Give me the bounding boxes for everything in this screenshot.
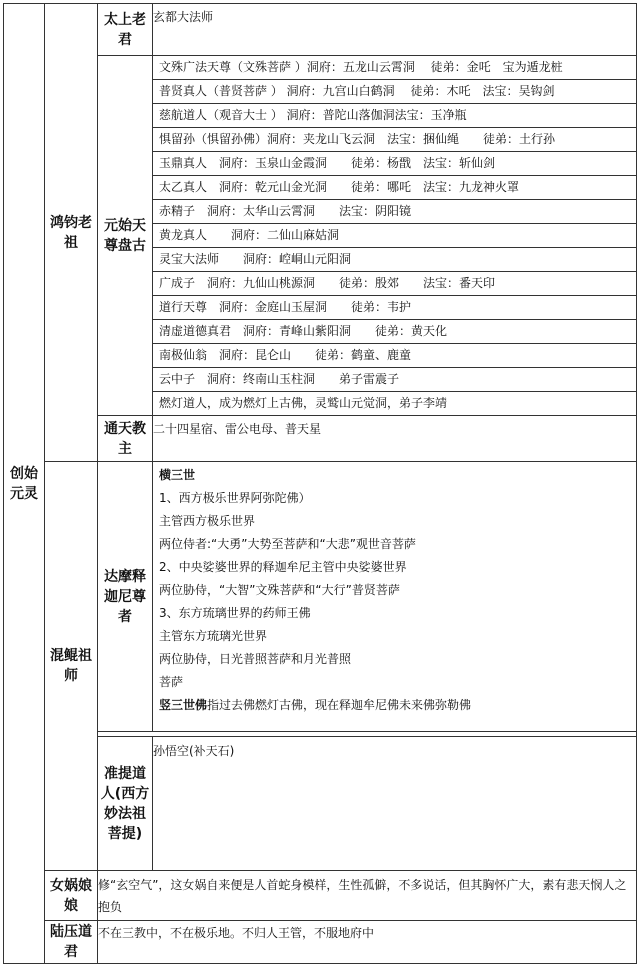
damo-line-text: 指过去佛燃灯古佛，现在释迦牟尼佛未来佛弥勒佛	[207, 698, 472, 712]
hongjun-label-text: 鸿钧老祖	[50, 214, 92, 251]
damo-label: 达摩释迦尼尊者	[98, 462, 153, 732]
hunkun-label-text: 混鲲祖师	[50, 648, 92, 684]
yuanshi-list-item: 清虚道德真君 洞府：青峰山紫阳洞 徒弟：黄天化	[153, 320, 636, 344]
damo-line	[153, 464, 636, 487]
genealogy-table	[3, 3, 637, 964]
tongtian-content: 二十四星宿、雷公电母、普天星	[153, 416, 637, 462]
root-label	[4, 4, 45, 964]
damo-line-text: 主管西方极乐世界	[159, 514, 256, 528]
yuanshi-list-item: 灵宝大法师 洞府：崆峒山元阳洞	[153, 248, 636, 272]
damo-line-text: 两位侍者:“大勇”大势至菩萨和“大悲”观世音菩萨	[159, 537, 416, 551]
yuanshi-list-item: 南极仙翁 洞府：昆仑山 徒弟：鹤童、鹿童	[153, 344, 636, 368]
damo-line-bold: 竖三世佛	[159, 698, 208, 712]
damo-line	[153, 556, 636, 579]
damo-line	[153, 625, 636, 648]
damo-line	[153, 602, 636, 625]
yuanshi-list	[153, 56, 637, 416]
damo-line-text: 主管东方琉璃光世界	[159, 629, 268, 643]
hunkun-label	[45, 462, 98, 871]
damo-line	[153, 694, 636, 717]
yuanshi-list-item: 燃灯道人，成为燃灯上古佛，灵鹫山元觉洞，弟子李靖	[159, 396, 448, 410]
root-label-text: 创始元灵	[10, 465, 38, 502]
damo-line-text: 两位胁侍，日光普照菩萨和月光普照	[159, 652, 352, 666]
taishang-content: 玄都大法师	[153, 4, 637, 56]
yuanshi-list-item: 云中子 洞府：终南山玉柱洞 弟子雷震子	[153, 368, 636, 392]
damo-line-text: 两位胁侍，“大智”文殊菩萨和“大行”普贤菩萨	[159, 583, 400, 597]
damo-line-text: 菩萨	[159, 675, 184, 689]
nuwa-content: 修“玄空气”，这女娲自来便是人首蛇身模样，生性孤僻，不多说话，但其胸怀广大，素有悲天悯人之抱负	[98, 871, 637, 921]
zhunti-content: 孙悟空(补天石)	[153, 737, 637, 871]
yuanshi-label: 元始天尊盘古	[98, 56, 153, 416]
luya-label: 陆压道君	[45, 921, 98, 964]
yuanshi-list-item: 普贤真人（普贤菩萨 ） 洞府：九宫山白鹤洞 徒弟：木吒 法宝：吴钩剑	[153, 80, 636, 104]
damo-line	[153, 533, 636, 556]
damo-line-text: 3、东方琉璃世界的药师王佛	[159, 606, 311, 620]
tongtian-label: 通天教主	[98, 416, 153, 462]
damo-content	[153, 462, 637, 732]
yuanshi-list-item: 文殊广法天尊（文殊菩萨 ）洞府：五龙山云霄洞 徒弟：金吒 宝为遁龙桩	[153, 56, 636, 80]
damo-line	[153, 648, 636, 671]
yuanshi-list-item: 惧留孙（惧留孙佛）洞府：夹龙山飞云洞 法宝：捆仙绳 徒弟：土行孙	[153, 128, 636, 152]
nuwa-label: 女娲娘娘	[45, 871, 98, 921]
yuanshi-list-item: 玉鼎真人 洞府：玉泉山金霞洞 徒弟：杨戬 法宝：斩仙剑	[153, 152, 636, 176]
yuanshi-list-item: 道行天尊 洞府：金庭山玉屋洞 徒弟：韦护	[153, 296, 636, 320]
damo-line	[153, 510, 636, 533]
yuanshi-list-item: 慈航道人（观音大士 ） 洞府：普陀山落伽洞法宝：玉净瓶	[153, 104, 636, 128]
hongjun-label	[45, 4, 98, 462]
luya-content: 不在三教中，不在极乐地。不归人王管，不服地府中	[98, 921, 637, 964]
yuanshi-list-item: 黄龙真人 洞府：二仙山麻姑洞	[153, 224, 636, 248]
yuanshi-list-item: 太乙真人 洞府：乾元山金光洞 徒弟：哪吒 法宝：九龙神火罩	[153, 176, 636, 200]
yuanshi-list-item: 赤精子 洞府：太华山云霄洞 法宝：阴阳镜	[153, 200, 636, 224]
damo-line-text: 2、中央娑婆世界的释迦牟尼主管中央娑婆世界	[159, 560, 407, 574]
damo-line	[153, 579, 636, 602]
zhunti-label: 准提道人(西方妙法祖菩提)	[98, 737, 153, 871]
damo-line-bold: 横三世	[159, 468, 196, 482]
yuanshi-list-item: 广成子 洞府：九仙山桃源洞 徒弟：殷郊 法宝：番天印	[153, 272, 636, 296]
taishang-label: 太上老君	[98, 4, 153, 56]
damo-line	[153, 487, 636, 510]
damo-line	[153, 671, 636, 694]
damo-line-text: 1、西方极乐世界阿弥陀佛）	[159, 491, 311, 505]
